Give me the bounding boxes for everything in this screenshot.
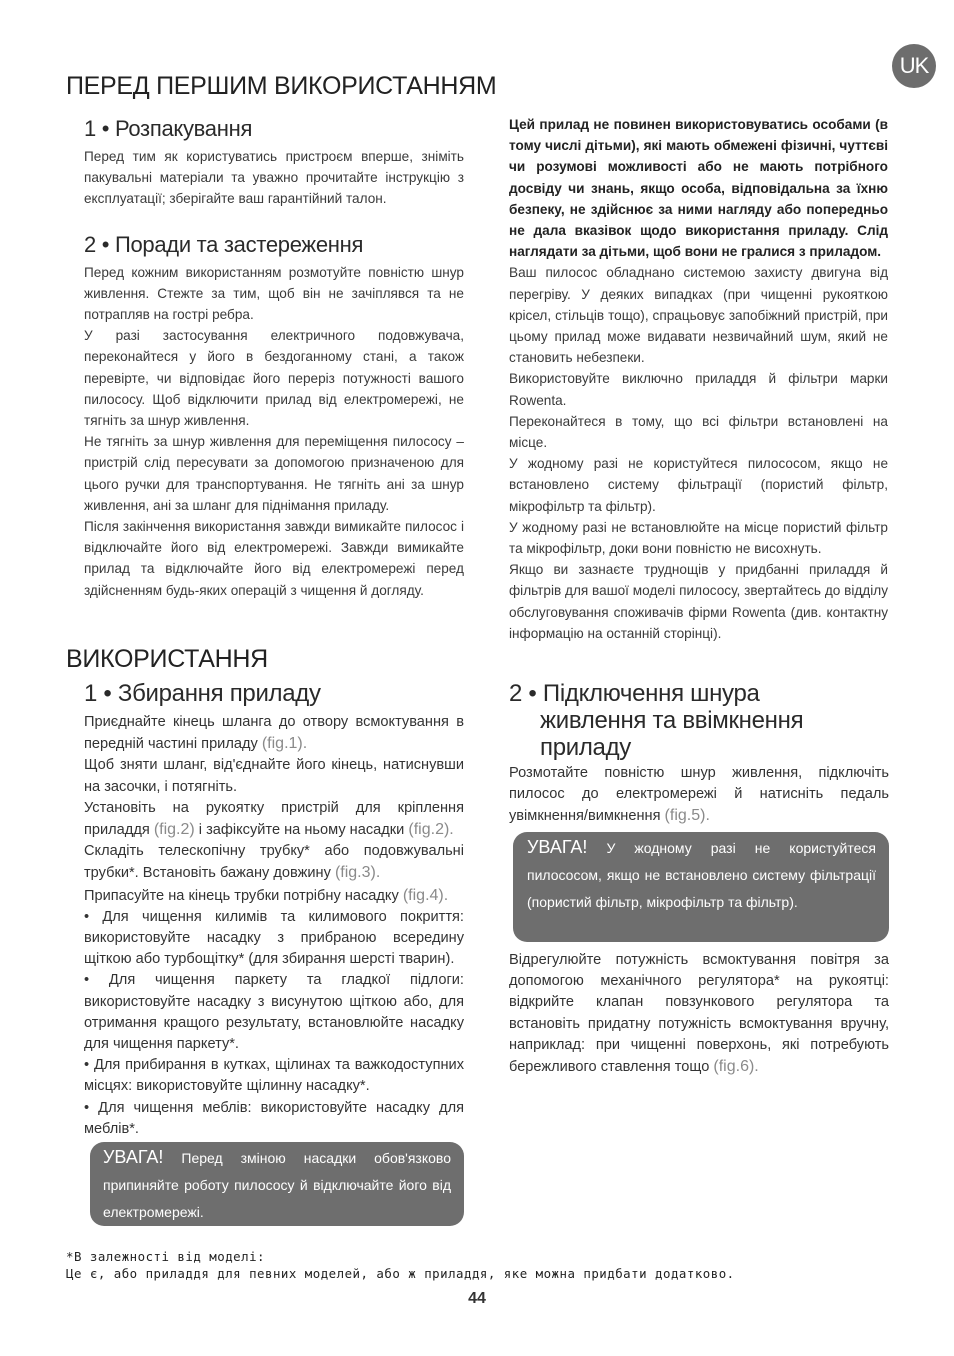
assembly-text: Складіть телескопічну трубку* або подовжувальні трубки*. Встановіть бажану довжину <box>84 843 464 882</box>
section-title-before-first-use: ПЕРЕД ПЕРШИМ ВИКОРИСТАННЯМ <box>66 72 497 100</box>
page-number: 44 <box>468 1290 486 1307</box>
figure-reference: (fig.2) <box>153 821 195 839</box>
tips-paragraph: Після закінчення використання завжди вимикайте пилосос і відключайте його від електромережі. Завжди вимикайте прилад та відключайте його від електромережі перед здійсненням будь-яких операцій з чищення й догляду. <box>84 519 464 598</box>
assembly-text: Установіть на рукоятку пристрій для кріплення приладдя <box>84 799 464 839</box>
footnote-line: *В залежності від моделі: <box>66 1249 265 1264</box>
heading-power-cord <box>509 680 889 761</box>
heading-tips-warnings: 2 • Поради та застереження <box>84 231 364 257</box>
safety-warning-bold: Цей прилад не повинен використовуватись особами (в тому числі дітьми), які мають обмежені фізичні, чуттєві чи розумові можливості або не мають потрібного досвіду чи знань, якщо особа, відповідальна за їхню безпеку, не здійснює за ними нагляду або попередньо не дала вказівок щодо використання приладу. Слід наглядати за дітьми, щоб вони не гралися з приладом. <box>509 117 888 260</box>
heading-line: живлення та ввімкнення <box>540 707 804 734</box>
warning-box-filtration <box>513 832 889 942</box>
warning-title: УВАГА! <box>527 837 588 857</box>
power-paragraph <box>509 763 889 828</box>
figure-reference: (fig.3). <box>334 864 381 882</box>
footnote <box>66 1248 926 1282</box>
nozzle-bullet: • Для чищення паркету та гладкої підлоги: використовуйте насадку з висунутою щіткою або, для отримання кращого результату, встановлюйте насадку для чищення паркету*. <box>84 972 464 1053</box>
figure-reference: (fig.4). <box>402 886 449 904</box>
nozzle-bullet: • Для прибирання в кутках, щілинах та важкодоступних місцях: використовуйте щілинну насадку*. <box>84 1057 464 1095</box>
suction-adjust-block <box>509 950 889 1078</box>
unpacking-text: Перед тим як користуватись пристроєм вперше, зніміть пакувальні матеріали та уважно прочитайте інструкцію з експлуатації; зберігайте ваш гарантійний талон. <box>84 149 464 207</box>
assembly-text: Приєднайте кінець шланга до отвору всмоктування в передній частині приладу <box>84 714 464 753</box>
warning-content <box>90 1142 464 1226</box>
safety-paragraph: Переконайтеся в тому, що всі фільтри встановлені на місце. <box>509 413 888 451</box>
nozzle-bullet: • Для чищення килимів та килимового покриття: використовуйте насадку з прибраною всередину щіткою або турбощітку* (для збирання шерсті тварин). <box>84 908 464 968</box>
section-title-usage: ВИКОРИСТАННЯ <box>66 645 268 673</box>
heading-unpacking: 1 • Розпакування <box>84 116 253 141</box>
suction-paragraph <box>509 950 889 1078</box>
left-column-top <box>84 116 464 601</box>
safety-paragraph: У жодному разі не встановлюйте на місце пористий фільтр та мікрофільтр, доки вони повністю не висохнуть. <box>509 519 888 557</box>
assembly-text: і зафіксуйте на ньому насадки <box>198 822 405 839</box>
safety-paragraph: Ваш пилосос обладнано системою захисту двигуна від перегріву. У деяких випадках (при чищенні рукояткою крісел, стільців тощо), спрацьовує запобіжний пристрій, при цьому прилад може видавати незвичайний шум, який не становить небезпеки. <box>509 265 888 366</box>
tips-paragraph: Не тягніть за шнур живлення для переміщення пилососу – пристрій слід пересувати за допомогою призначеною для цього ручки для транспортування. Не тягніть ані за шнур живлення, ані за шланг для піднімання приладу. <box>84 434 464 513</box>
tips-paragraph: У разі застосування електричного подовжувача, переконайтеся у його в бездоганному стані, а також перевірте, чи відповідає його переріз потужності вашого пилососу. Щоб відключити прилад від електромережі, не тягніть за шнур живлення. <box>84 328 464 429</box>
left-column-bottom <box>84 680 464 1140</box>
heading-line: приладу <box>540 734 632 761</box>
figure-reference: (fig.2). <box>408 821 454 839</box>
warning-box-nozzle <box>90 1142 464 1226</box>
footnote-line: Це є, або приладдя для певних моделей, або ж приладдя, яке можна придбати додатково. <box>66 1266 735 1281</box>
warning-text: У жодному разі не користуйтеся пилососом, якщо не встановлено систему фільтрації (пористий фільтр, мікрофільтр та фільтр). <box>527 840 876 910</box>
heading-line: 2 • Підключення шнура <box>509 680 760 707</box>
figure-reference: (fig.6). <box>713 1058 759 1076</box>
language-badge: UK <box>892 44 936 88</box>
heading-assembly: 1 • Збирання приладу <box>84 680 321 707</box>
assembly-paragraph <box>84 885 464 907</box>
safety-paragraph: Використовуйте виключно приладдя й фільтри марки Rowenta. <box>509 371 888 408</box>
assembly-paragraph <box>84 712 464 755</box>
assembly-text: Припасуйте на кінець трубки потрібну насадку <box>84 887 399 904</box>
safety-paragraph: У жодному разі не користуйтеся пилососом, якщо не встановлено систему фільтрації (пористий фільтр, мікрофільтр та фільтр). <box>509 456 888 514</box>
right-column-bottom <box>509 680 889 828</box>
suction-text: Відрегулюйте потужність всмоктування повітря за допомогою механічного регулятора* на рукоятці: відкрийте клапан повзункового регулятора та встановіть придатну потужність всмоктування вручну, наприклад: при чищенні поверхонь, які потребують бережливого ставлення тощо <box>509 952 889 1076</box>
assembly-paragraph <box>84 798 464 841</box>
assembly-paragraph <box>84 841 464 884</box>
warning-content <box>513 832 889 916</box>
right-column-top <box>509 114 888 644</box>
figure-reference: (fig.1). <box>261 735 308 753</box>
safety-paragraph: Якщо ви зазнаєте труднощів у придбанні приладдя й фільтрів для вашої моделі пилососу, звертайтесь до відділу обслуговування споживачів фірми Rowenta (див. контактну інформацію на останній сторінці). <box>509 562 888 641</box>
warning-text: Перед зміною насадки обов'язково припиняйте роботу пилососу й відключайте його від електромережі. <box>103 1150 451 1220</box>
power-text: Розмотайте повністю шнур живлення, підключіть пилосос до електромережі й натисніть педаль увімкнення/вимкнення <box>509 765 889 825</box>
tips-paragraph: Перед кожним використанням розмотуйте повністю шнур живлення. Стежте за тим, щоб він не зачіплявся та не потрапляв на гострі ребра. <box>84 264 464 323</box>
nozzle-bullet: • Для чищення меблів: використовуйте насадку для меблів*. <box>84 1099 464 1137</box>
warning-title: УВАГА! <box>103 1147 164 1167</box>
assembly-paragraph: Щоб зняти шланг, від'єднайте його кінець, натиснувши на засочки, і потягніть. <box>84 757 464 795</box>
figure-reference: (fig.5). <box>664 807 710 825</box>
